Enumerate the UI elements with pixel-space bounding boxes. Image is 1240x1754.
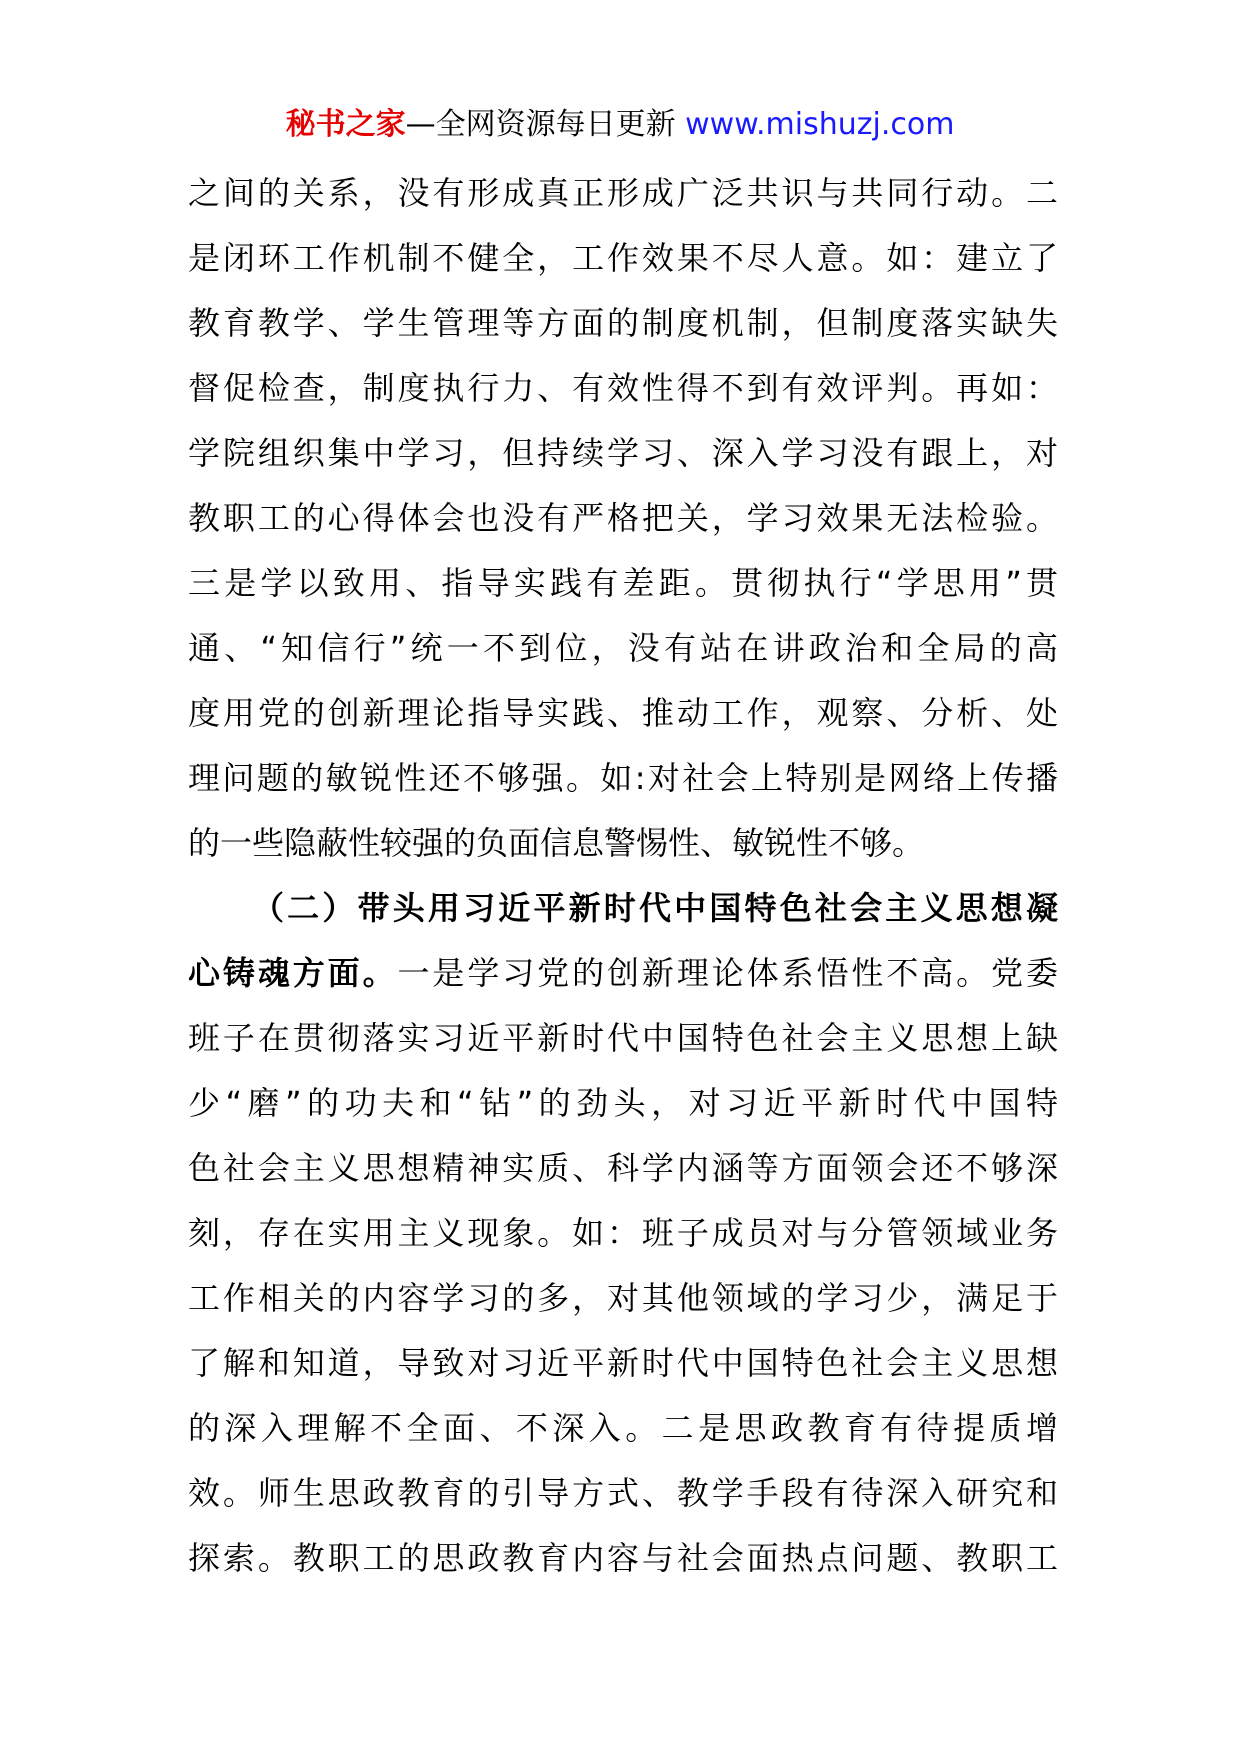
text-line: 督促检查，制度执行力、有效性得不到有效评判。再如： [188, 369, 1058, 407]
text-line: 刻，存在实用主义现象。如：班子成员对与分管领域业务 [188, 1214, 1058, 1252]
text-line: 班子在贯彻落实习近平新时代中国特色社会主义思想上缺 [188, 1019, 1058, 1057]
text-line: 色社会主义思想精神实质、科学内涵等方面领会还不够深 [188, 1149, 1058, 1187]
text-line: 探索。教职工的思政教育内容与社会面热点问题、教职工 [188, 1539, 1058, 1577]
section-heading: （二）带头用习近平新时代中国特色社会主义思想凝 [252, 889, 1058, 927]
text-line: 的一些隐蔽性较强的负面信息警惕性、敏锐性不够。 [188, 824, 925, 862]
text-line: 理问题的敏锐性还不够强。如:对社会上特别是网络上传播 [188, 759, 1058, 797]
text-line: 度用党的创新理论指导实践、推动工作，观察、分析、处 [188, 694, 1058, 732]
text-line: 教育教学、学生管理等方面的制度机制，但制度落实缺失 [188, 304, 1058, 342]
text-line: 学院组织集中学习，但持续学习、深入学习没有跟上，对 [188, 434, 1058, 472]
section-text: 一是学习党的创新理论体系悟性不高。党委 [397, 954, 1058, 992]
section-heading-continuation [188, 941, 1058, 1006]
text-line: 的深入理解不全面、不深入。二是思政教育有待提质增 [188, 1409, 1058, 1447]
text-line: 工作相关的内容学习的多，对其他领域的学习少，满足于 [188, 1279, 1058, 1317]
text-line: 了解和知道，导致对习近平新时代中国特色社会主义思想 [188, 1344, 1058, 1382]
text-line: 之间的关系，没有形成真正形成广泛共识与共同行动。二 [188, 174, 1058, 212]
text-line: 三是学以致用、指导实践有差距。贯彻执行“学思用”贯 [188, 564, 1058, 602]
body-text [188, 161, 1058, 1591]
text-line: 是闭环工作机制不健全，工作效果不尽人意。如：建立了 [188, 239, 1058, 277]
section-heading-tail: 心铸魂方面。 [188, 954, 398, 992]
text-line: 少“磨”的功夫和“钻”的劲头，对习近平新时代中国特 [188, 1084, 1058, 1122]
header-url-link[interactable]: www.mishuzj.com [685, 107, 955, 142]
page-header [0, 100, 1240, 150]
text-line: 通、“知信行”统一不到位，没有站在讲政治和全局的高 [188, 629, 1058, 667]
text-line: 教职工的心得体会也没有严格把关，学习效果无法检验。 [188, 499, 1058, 537]
header-slogan: —全网资源每日更新 [405, 107, 676, 142]
text-line: 效。师生思政教育的引导方式、教学手段有待深入研究和 [188, 1474, 1058, 1512]
header-brand: 秘书之家 [285, 107, 406, 142]
